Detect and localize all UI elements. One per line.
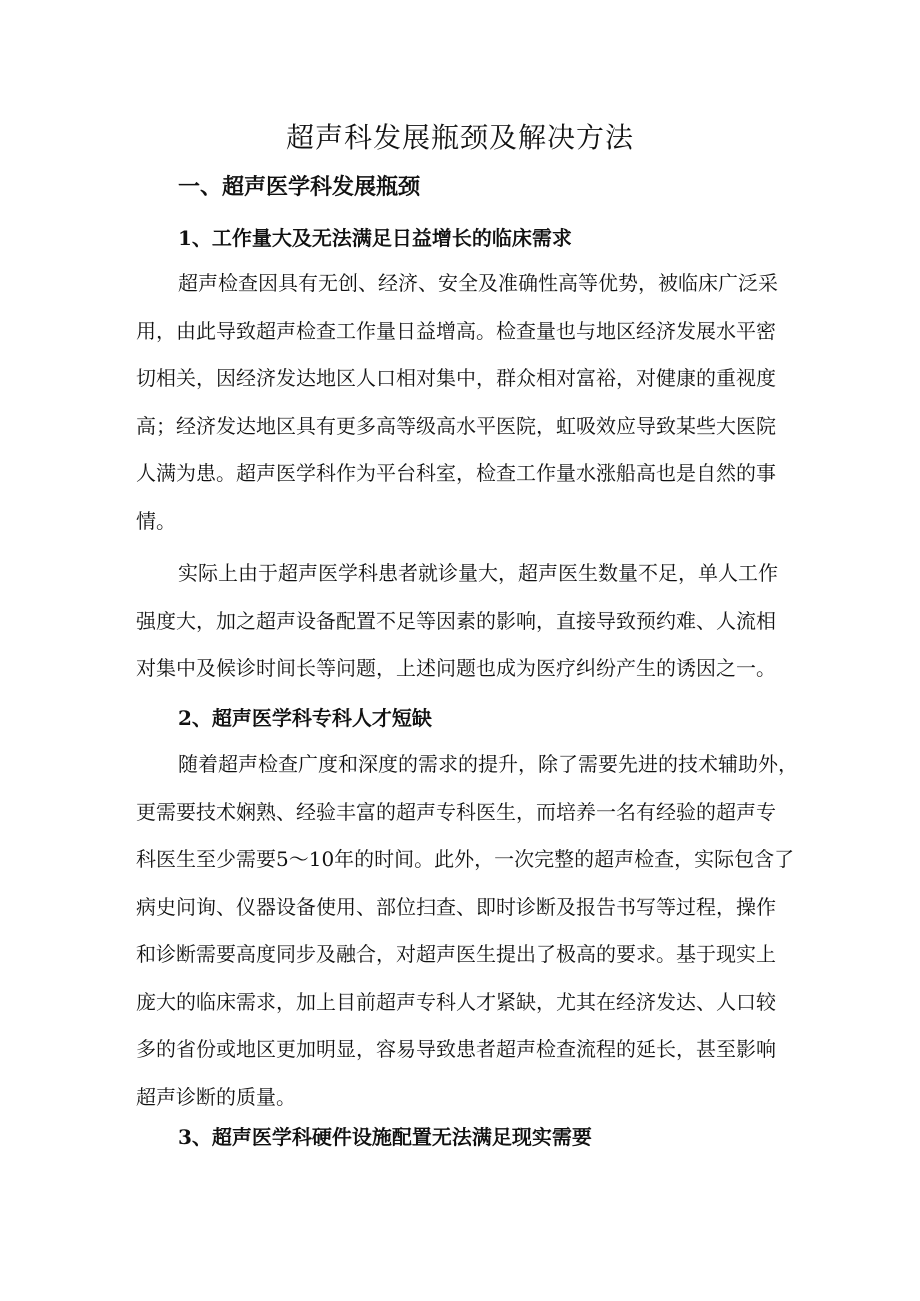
paragraph-line: 病史问询、仪器设备使用、部位扫查、即时诊断及报告书写等过程，操作: [136, 894, 776, 919]
paragraph-line: 科医生至少需要5～10年的时间。此外，一次完整的超声检查，实际包含了: [136, 847, 795, 871]
paragraph-3: [136, 741, 798, 1121]
paragraph-line: 切相关，因经济发达地区人口相对集中，群众相对富裕，对健康的重视度: [136, 366, 776, 390]
paragraph-line: 对集中及候诊时间长等问题，上述问题也成为医疗纠纷产生的诱因之一。: [136, 656, 776, 680]
subsection-heading-3: 3、超声医学科硬件设施配置无法满足现实需要: [178, 1125, 592, 1149]
paragraph-line: 多的省份或地区更加明显，容易导致患者超声检查流程的延长，甚至影响: [136, 1037, 776, 1061]
paragraph-line: 随着超声检查广度和深度的需求的提升，除了需要先进的技术辅助外，: [178, 752, 798, 776]
paragraph-line: 情。: [136, 508, 176, 533]
subsection-heading-2: 2、超声医学科专科人才短缺: [178, 706, 432, 730]
document-title: 超声科发展瓶颈及解决方法: [285, 121, 634, 154]
paragraph-line: 和诊断需要高度同步及融合，对超声医生提出了极高的要求。基于现实上: [136, 942, 776, 966]
paragraph-1: [136, 260, 784, 545]
paragraph-line: 更需要技术娴熟、经验丰富的超声专科医生，而培养一名有经验的超声专: [136, 799, 776, 824]
paragraph-line: 用，由此导致超声检查工作量日益增高。检查量也与地区经济发展水平密: [136, 318, 776, 343]
subsection-heading-1: 1、工作量大及无法满足日益增长的临床需求: [178, 226, 572, 250]
paragraph-line: 庞大的临床需求，加上目前超声专科人才紧缺，尤其在经济发达、人口较: [136, 989, 776, 1014]
paragraph-line: 实际上由于超声医学科患者就诊量大，超声医生数量不足，单人工作: [178, 561, 778, 585]
paragraph-line: 超声诊断的质量。: [136, 1084, 296, 1109]
paragraph-line: 超声检查因具有无创、经济、安全及准确性高等优势，被临床广泛采: [178, 271, 778, 295]
section-heading: 一、超声医学科发展瓶颈: [178, 175, 421, 200]
paragraph-line: 人满为患。超声医学科作为平台科室，检查工作量水涨船高也是自然的事: [136, 461, 776, 485]
paragraph-line: 高；经济发达地区具有更多高等级高水平医院，虹吸效应导致某些大医院: [136, 413, 776, 438]
paragraph-2: [136, 550, 784, 693]
paragraph-line: 强度大，加之超声设备配置不足等因素的影响，直接导致预约难、人流相: [136, 608, 776, 633]
